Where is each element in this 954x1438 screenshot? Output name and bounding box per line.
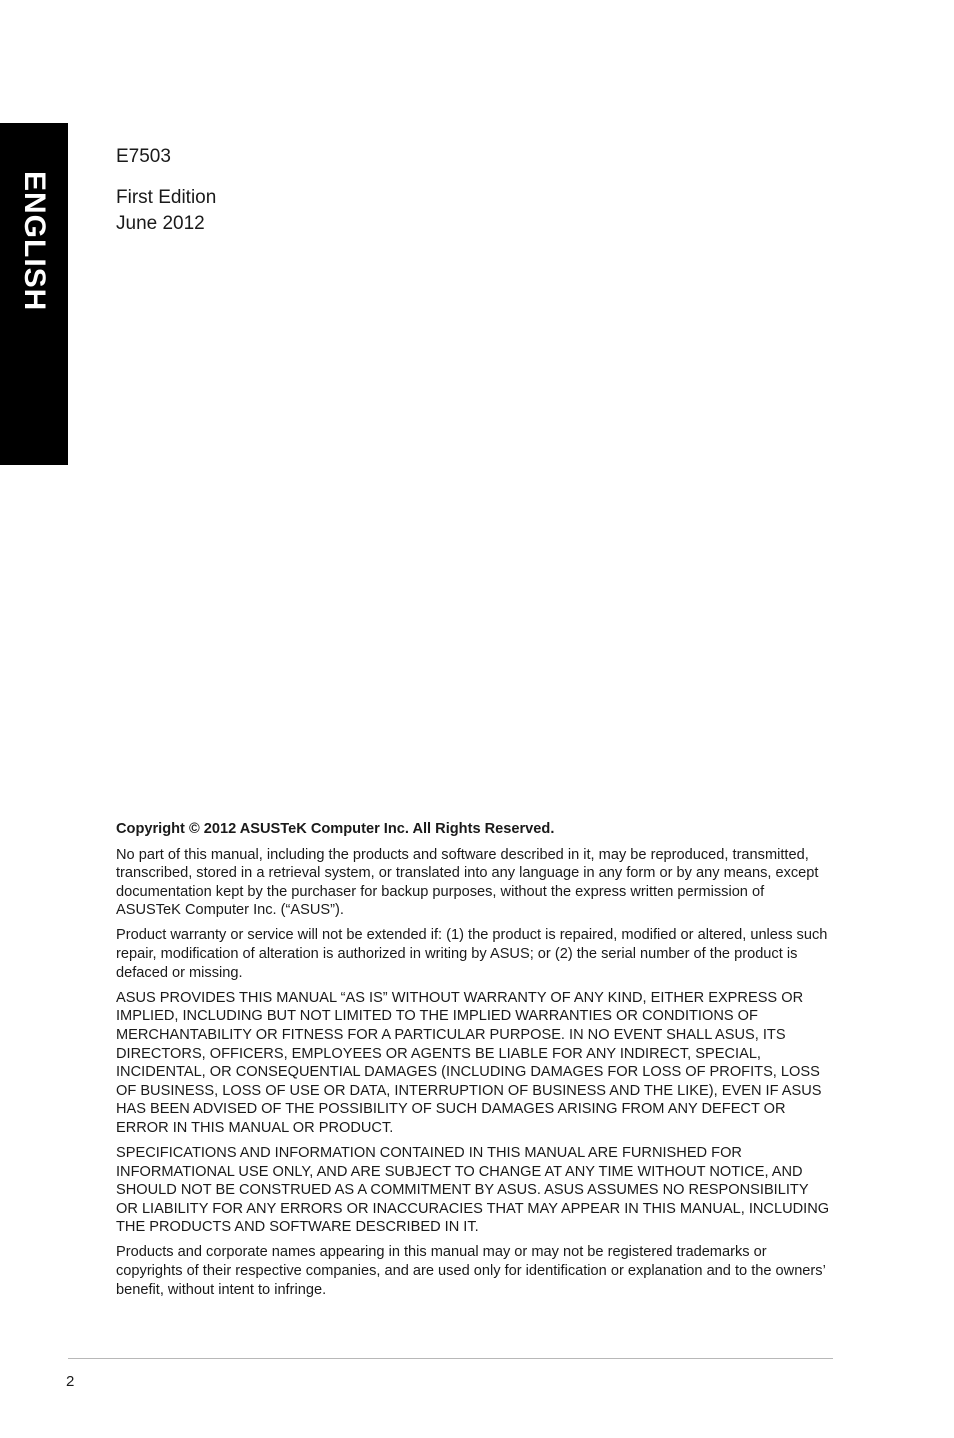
legal-paragraph-trademarks: Products and corporate names appearing in this manual may or may not be registered trademarks or copyrights of their respective companies, and are used only for identification or explanation and to the owners’ benefit, without intent to infringe. — [116, 1244, 826, 1298]
edition-date: June 2012 — [116, 213, 205, 234]
page-number: 2 — [66, 1373, 75, 1390]
legal-paragraph-warranty: Product warranty or service will not be extended if: (1) the product is repaired, modified or altered, unless such repair, modification of alteration is authorized in writing by ASUS; or (2) the serial number of the product is defaced or missing. — [116, 927, 828, 981]
legal-paragraph-disclaimer: ASUS PROVIDES THIS MANUAL “AS IS” WITHOUT WARRANTY OF ANY KIND, EITHER EXPRESS OR IMPLIED, INCLUDING BUT NOT LIMITED TO THE IMPLIED WARRANTIES OR CONDITIONS OF MERCHANTABILITY OR FITNESS FOR A PARTICULAR PURPOSE. IN NO EVENT SHALL ASUS, ITS DIRECTORS, OFFICERS, EMPLOYEES OR AGENTS BE LIABLE FOR ANY INDIRECT, SPECIAL, INCIDENTAL, OR CONSEQUENTIAL DAMAGES (INCLUDING DAMAGES FOR LOSS OF PROFITS, LOSS OF BUSINESS, LOSS OF USE OR DATA, INTERRUPTION OF BUSINESS AND THE LIKE), EVEN IF ASUS HAS BEEN ADVISED OF THE POSSIBILITY OF SUCH DAMAGES ARISING FROM ANY DEFECT OR ERROR IN THIS MANUAL OR PRODUCT. — [116, 989, 822, 1136]
edition-block — [116, 185, 216, 237]
edition-label: First Edition — [116, 187, 217, 208]
language-tab-label: ENGLISH — [18, 171, 51, 312]
legal-paragraph-specifications: SPECIFICATIONS AND INFORMATION CONTAINED IN THIS MANUAL ARE FURNISHED FOR INFORMATIONAL USE ONLY, AND ARE SUBJECT TO CHANGE AT ANY TIME WITHOUT NOTICE, AND SHOULD NOT BE CONSTRUED AS A COMMITMENT BY ASUS. ASUS ASSUMES NO RESPONSIBILITY OR LIABILITY FOR ANY ERRORS OR INACCURACIES THAT MAY APPEAR IN THIS MANUAL, INCLUDING THE PRODUCTS AND SOFTWARE DESCRIBED IN IT. — [116, 1145, 830, 1236]
legal-notice — [116, 820, 832, 1306]
legal-paragraph-reproduction: No part of this manual, including the products and software described in it, may be reproduced, transmitted, transcribed, stored in a retrieval system, or translated into any language in any form or by any means, except documentation kept by the purchaser for backup purposes, without the express written permission of ASUSTeK Computer Inc. (“ASUS”). — [116, 846, 819, 919]
footer-divider — [68, 1358, 833, 1359]
copyright-line: Copyright © 2012 ASUSTeK Computer Inc. All Rights Reserved. — [116, 821, 555, 837]
model-number: E7503 — [116, 146, 171, 167]
